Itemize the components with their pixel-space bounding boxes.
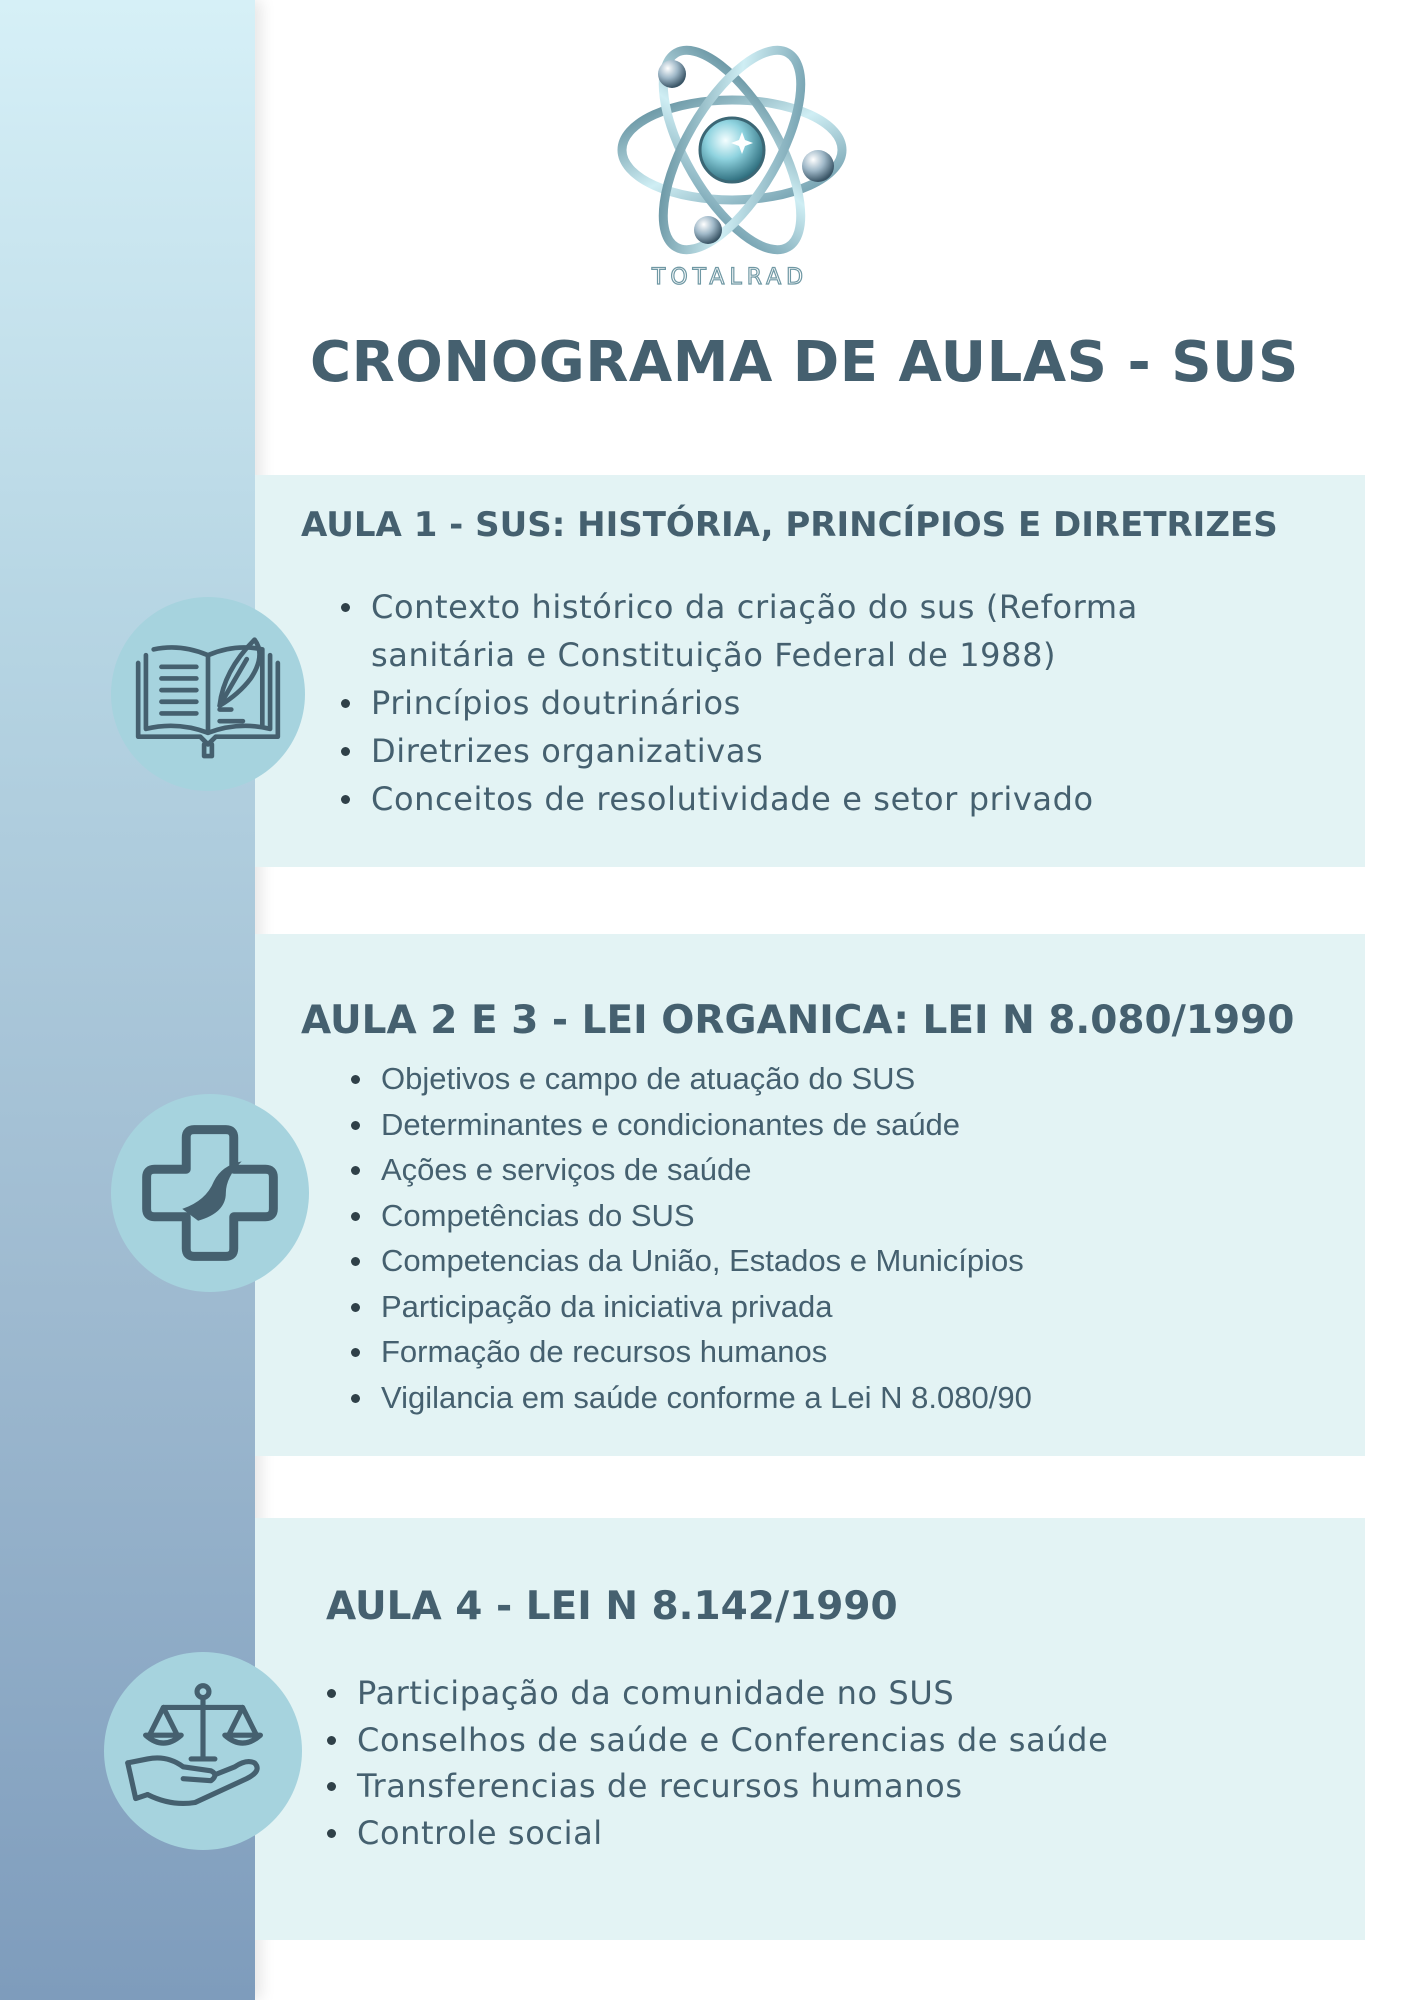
lesson-3-title: AULA 4 - LEI N 8.142/1990 bbox=[326, 1584, 898, 1629]
lesson-card-2 bbox=[255, 934, 1365, 1456]
list-item: Participação da comunidade no SUS bbox=[315, 1670, 1215, 1717]
list-item: Determinantes e condicionantes de saúde bbox=[339, 1102, 1239, 1148]
totalrad-logo bbox=[600, 40, 860, 300]
lesson-card-3 bbox=[255, 1518, 1365, 1940]
list-item: Participação da iniciativa privada bbox=[339, 1284, 1239, 1330]
list-item: Objetivos e campo de atuação do SUS bbox=[339, 1056, 1239, 1102]
lesson-1-title: AULA 1 - SUS: HISTÓRIA, PRINCÍPIOS E DIRETRIZES bbox=[301, 505, 1278, 545]
list-item: Transferencias de recursos humanos bbox=[315, 1763, 1215, 1810]
health-cross-icon bbox=[111, 1094, 309, 1292]
lesson-1-topics bbox=[329, 583, 1209, 823]
book-quill-icon bbox=[111, 597, 305, 791]
list-item: Formação de recursos humanos bbox=[339, 1329, 1239, 1375]
page-title: CRONOGRAMA DE AULAS - SUS bbox=[310, 330, 1299, 395]
lesson-card-1 bbox=[255, 475, 1365, 867]
list-item: Conceitos de resolutividade e setor privado bbox=[329, 775, 1209, 823]
list-item: Competencias da União, Estados e Municípios bbox=[339, 1238, 1239, 1284]
list-item: Ações e serviços de saúde bbox=[339, 1147, 1239, 1193]
list-item: Conselhos de saúde e Conferencias de saúde bbox=[315, 1717, 1215, 1764]
list-item: Contexto histórico da criação do sus (Reforma sanitária e Constituição Federal de 1988) bbox=[329, 583, 1209, 679]
lesson-3-topics bbox=[315, 1670, 1215, 1856]
list-item: Competências do SUS bbox=[339, 1193, 1239, 1239]
list-item: Princípios doutrinários bbox=[329, 679, 1209, 727]
logo-wordmark: TOTALRAD bbox=[651, 265, 809, 290]
list-item: Diretrizes organizativas bbox=[329, 727, 1209, 775]
lesson-2-topics bbox=[339, 1056, 1239, 1420]
list-item: Vigilancia em saúde conforme a Lei N 8.080/90 bbox=[339, 1375, 1239, 1421]
scales-hand-icon bbox=[104, 1652, 302, 1850]
lesson-2-title: AULA 2 E 3 - LEI ORGANICA: LEI N 8.080/1990 bbox=[301, 998, 1295, 1043]
list-item: Controle social bbox=[315, 1810, 1215, 1857]
